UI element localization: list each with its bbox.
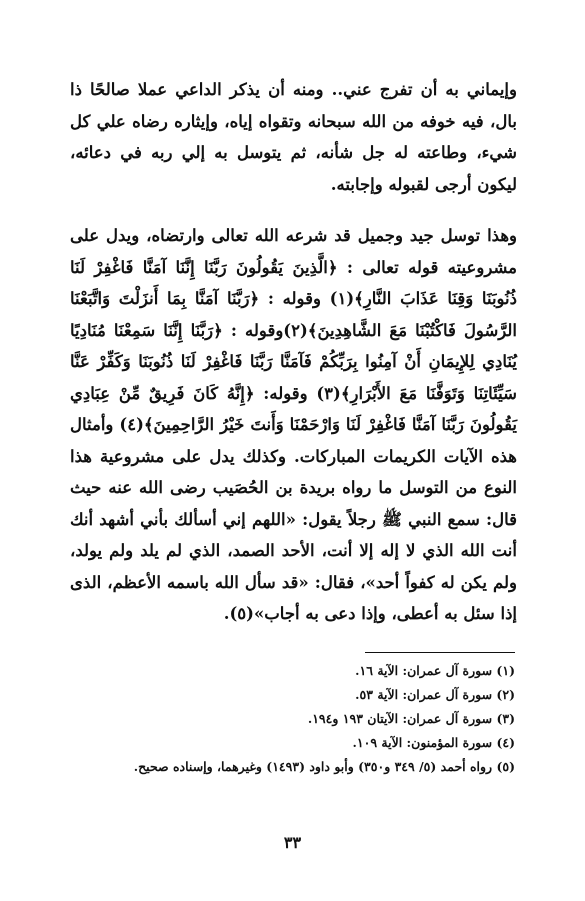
footnotes bbox=[70, 652, 515, 779]
footnote-4: (٤) سورة المؤمنون: الآية ١٠٩. bbox=[352, 735, 515, 750]
footnote-5: (٥) رواه أحمد (٥/ ٣٤٩ و٣٥٠) وأبو داود (١٤٩٣) وغيرهما، وإسناده صحيح. bbox=[133, 759, 515, 774]
footnote-divider bbox=[365, 652, 515, 653]
footnote-3: (٣) سورة آل عمران: الآيتان ١٩٣ و١٩٤. bbox=[307, 711, 515, 726]
footnote-2: (٢) سورة آل عمران: الآية ٥٣. bbox=[355, 687, 515, 702]
paragraph-2: وهذا توسل جيد وجميل قد شرعه الله تعالى وارتضاه، ويدل على مشروعيته قوله تعالى : ﴿الَّذِينَ يَقُولُونَ رَبَّنَا إِنَّنَا آمَنَّا فَاغْفِرْ لَنَا ذُنُوبَنَا وَقِنَا عَذَابَ النَّارِ﴾(١) وقوله : ﴿رَبَّنَا آمَنَّا بِمَا أَنزَلْتَ وَاتَّبَعْنَا الرَّسُولَ فَاكْتُبْنَا مَعَ الشَّاهِدِينَ﴾(٢)وقوله : ﴿رَبَّنَا إِنَّنَا سَمِعْنَا مُنَادِيًا يُنَادِي لِلإِيمَانِ أَنْ آمِنُوا بِرَبِّكُمْ فَآمَنَّا رَبَّنَا فَاغْفِرْ لَنَا ذُنُوبَنَا وَكَفِّرْ عَنَّا سَيِّئَاتِنَا وَتَوَفَّنَا مَعَ الأَبْرَارِ﴾(٣) وقوله: ﴿إِنَّهُ كَانَ فَرِيقٌ مِّنْ عِبَادِي يَقُولُونَ رَبَّنَا آمَنَّا فَاغْفِرْ لَنَا وَارْحَمْنَا وَأَنتَ خَيْرُ الرَّاحِمِينَ﴾(٤) وأمثال هذه الآيات الكريمات المباركات. وكذلك يدل على مشروعية هذا النوع من التوسل ما رواه بريدة بن الحُصَيب رضى الله عنه حيث قال: سمع النبي ﷺ رجلاً يقول: «اللهم إني أسألك بأني أشهد أنك أنت الله الذي لا إله إلا أنت، الأحد الصمد، الذي لم يلد ولم يولد، ولم يكن له كفواً أحد»، فقال: «قد سأل الله باسمه الأعظم، الذى إذا سئل به أعطى، وإذا دعى به أجاب»(٥). bbox=[70, 226, 518, 623]
paragraph-1: وإيماني به أن تفرج عني.. ومنه أن يذكر الداعي عملا صالحًا ذا بال، فيه خوفه من الله سبحانه وتقواه إياه، وإيثاره رضاه علي كل شيء، وطاعته له جل شأنه، ثم يتوسل به إلي ربه في دعائه، ليكون أرجى لقبوله وإجابته. bbox=[70, 80, 517, 194]
footnote-1: (١) سورة آل عمران: الآية ١٦. bbox=[355, 663, 515, 678]
main-text bbox=[70, 74, 517, 630]
page-number: ٣٣ bbox=[283, 833, 302, 852]
